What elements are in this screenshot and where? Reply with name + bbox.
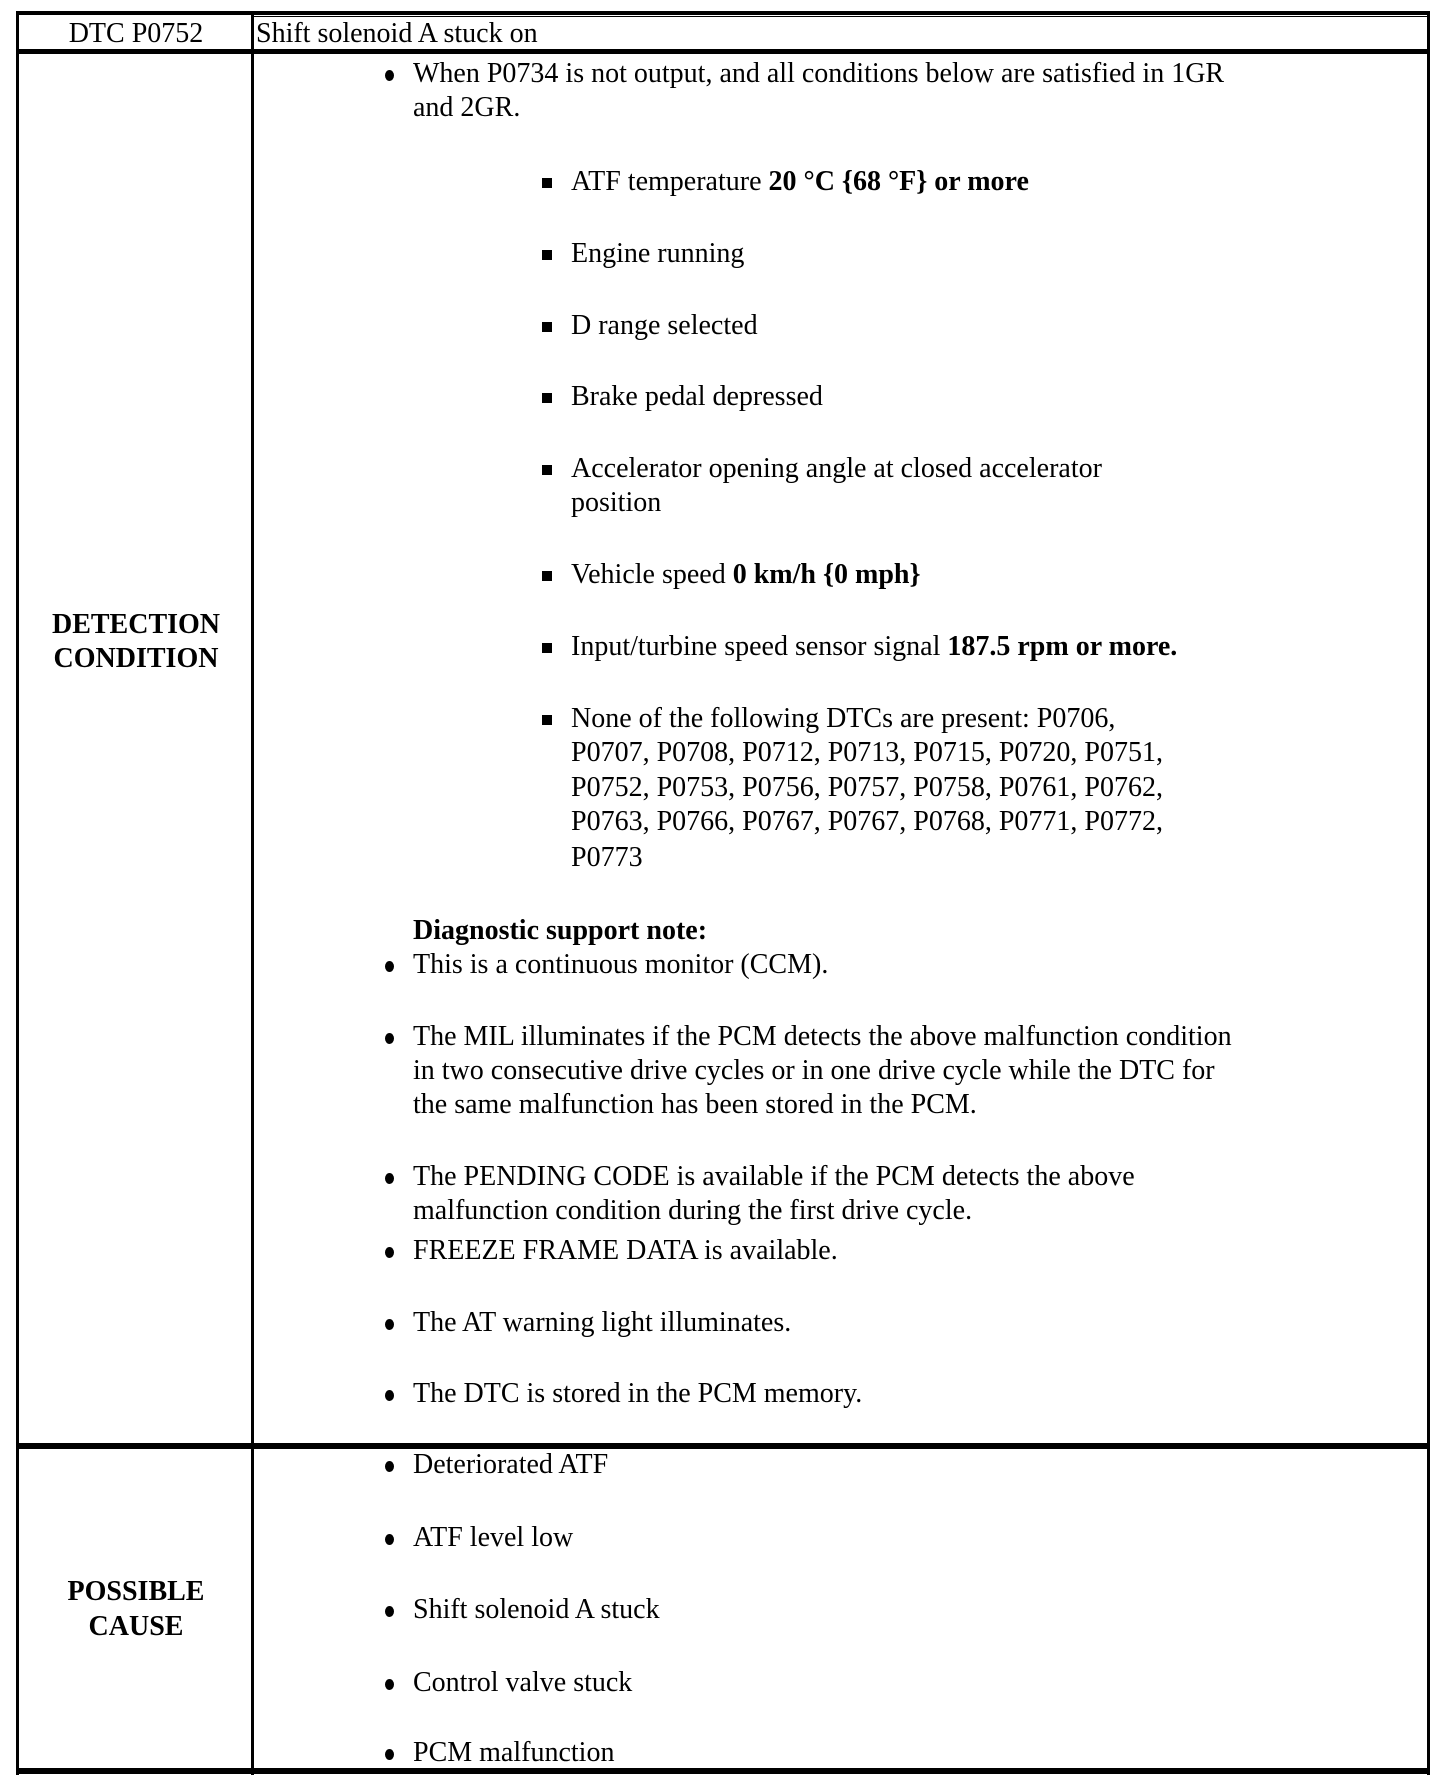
cause-item: Shift solenoid A stuck xyxy=(413,1594,660,1625)
bullet-icon xyxy=(385,1033,394,1044)
bullet-icon xyxy=(385,1319,394,1330)
detection-label: DETECTION xyxy=(51,609,221,640)
note-freeze: FREEZE FRAME DATA is available. xyxy=(413,1235,838,1266)
intro-line: and 2GR. xyxy=(413,92,521,123)
bullet-icon xyxy=(385,1173,394,1184)
note-mil: the same malfunction has been stored in the PCM. xyxy=(413,1089,977,1120)
condition-dtcs: P0773 xyxy=(571,842,643,873)
bullet-icon xyxy=(385,1461,394,1472)
table-right-border xyxy=(1427,11,1430,1775)
note-mil: in two consecutive drive cycles or in one drive cycle while the DTC for xyxy=(413,1055,1215,1086)
cause-item: ATF level low xyxy=(413,1522,574,1553)
detection-row-divider xyxy=(16,1443,1430,1449)
condition-engine: Engine running xyxy=(571,238,745,269)
cause-item: Control valve stuck xyxy=(413,1667,633,1698)
condition-value: 187.5 rpm or more. xyxy=(947,631,1178,662)
condition-dtcs: P0763, P0766, P0767, P0767, P0768, P0771, P0772, xyxy=(571,806,1164,837)
condition-speed xyxy=(571,558,921,592)
bullet-icon xyxy=(385,1749,394,1760)
cause-item: PCM malfunction xyxy=(413,1737,615,1768)
dtc-code: DTC P0752 xyxy=(68,18,204,49)
detection-label: CONDITION xyxy=(53,643,219,674)
note-mil: The MIL illuminates if the PCM detects the above malfunction condition xyxy=(413,1021,1232,1052)
square-bullet-icon xyxy=(542,178,552,188)
condition-dtcs: P0752, P0753, P0756, P0757, P0758, P0761, P0762, xyxy=(571,772,1164,803)
note-pending: malfunction condition during the first drive cycle. xyxy=(413,1195,973,1226)
square-bullet-icon xyxy=(542,465,552,475)
bullet-icon xyxy=(385,70,394,81)
condition-text: Input/turbine speed sensor signal xyxy=(571,631,948,662)
bullet-icon xyxy=(385,1606,394,1617)
cause-label: CAUSE xyxy=(88,1611,184,1642)
cause-label: POSSIBLE xyxy=(67,1576,205,1607)
column-divider xyxy=(251,11,254,1775)
condition-dtcs: None of the following DTCs are present: P0706, xyxy=(571,703,1116,734)
condition-d-range: D range selected xyxy=(571,310,758,341)
condition-brake: Brake pedal depressed xyxy=(571,381,823,412)
bullet-icon xyxy=(385,1534,394,1545)
note-ccm: This is a continuous monitor (CCM). xyxy=(413,949,829,980)
condition-dtcs: P0707, P0708, P0712, P0713, P0715, P0720, P0751, xyxy=(571,737,1164,768)
table-bottom-border xyxy=(16,1768,1430,1774)
note-pending: The PENDING CODE is available if the PCM detects the above xyxy=(413,1161,1135,1192)
bullet-icon xyxy=(385,1679,394,1690)
square-bullet-icon xyxy=(542,393,552,403)
square-bullet-icon xyxy=(542,643,552,653)
cause-item: Deteriorated ATF xyxy=(413,1449,609,1480)
table-top-border xyxy=(16,11,1430,15)
square-bullet-icon xyxy=(542,571,552,581)
square-bullet-icon xyxy=(542,715,552,725)
condition-accel: position xyxy=(571,487,662,518)
dtc-title: Shift solenoid A stuck on xyxy=(256,18,538,49)
bullet-icon xyxy=(385,1390,394,1401)
square-bullet-icon xyxy=(542,322,552,332)
condition-value: 0 km/h {0 mph} xyxy=(732,559,921,590)
condition-turbine xyxy=(571,630,1177,664)
condition-accel: Accelerator opening angle at closed accelerator xyxy=(571,453,1102,484)
bullet-icon xyxy=(385,1247,394,1258)
condition-text: ATF temperature xyxy=(571,166,769,197)
note-stored: The DTC is stored in the PCM memory. xyxy=(413,1378,863,1409)
square-bullet-icon xyxy=(542,250,552,260)
intro-line: When P0734 is not output, and all conditions below are satisfied in 1GR xyxy=(413,58,1225,89)
bullet-icon xyxy=(385,961,394,972)
note-at-light: The AT warning light illuminates. xyxy=(413,1307,792,1338)
note-heading: Diagnostic support note: xyxy=(413,915,708,946)
condition-text: Vehicle speed xyxy=(571,559,733,590)
table-left-border xyxy=(16,11,19,1775)
condition-atf-temp xyxy=(571,165,1029,199)
condition-value: 20 °C {68 °F} or more xyxy=(768,166,1029,197)
